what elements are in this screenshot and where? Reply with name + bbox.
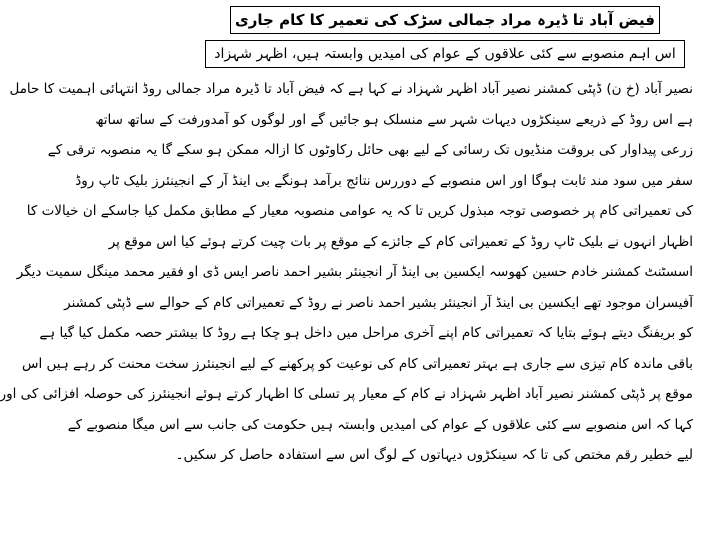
body-line: اظہار انہوں نے بلیک ٹاپ روڈ کے تعمیراتی کام کے جائزے کے موقع پر بات چیت کرتے ہوئے کیا اس موقع پر <box>108 233 693 250</box>
body-line: موقع پر ڈپٹی کمشنر نصیر آباد اظہر شہزاد نے کام کے معیار پر تسلی کا اظہار کرتے ہوئے انجینئرز کی حوصلہ افزائی کی اور <box>0 386 693 402</box>
body-line: آفیسران موجود تھے ایکسین بی اینڈ آر انجینئر بشیر احمد ناصر نے روڈ کے تعمیراتی کام کے حوالے سے ڈپٹی کمشنر <box>64 294 693 311</box>
body-line: کو بریفنگ دیتے ہوئے بتایا کہ تعمیراتی کام اپنے آخری مراحل میں داخل ہو چکا ہے روڈ کا بیشتر حصہ مکمل کیا گیا ہے <box>39 325 693 341</box>
headline: فیض آباد تا ڈیرہ مراد جمالی سڑک کی تعمیر کا کام جاری <box>230 6 660 34</box>
body-line-last: لیے خطیر رقم مختص کی تا کہ سینکڑوں دیہاتوں کے لوگ اس سے استفادہ حاصل کر سکیں۔ <box>175 447 693 463</box>
body-line: کہا کہ اس منصوبے سے کئی علاقوں کے عوام کی امیدیں وابستہ ہیں حکومت کی جانب سے اس میگا منصوبے کے <box>67 416 693 433</box>
body-line: کی تعمیراتی کام پر خصوصی توجہ مبذول کریں تا کہ یہ عوامی منصوبہ معیار کے مطابق مکمل کیا جاسکے ان خیالات کا <box>26 203 693 219</box>
body-line: ہے اس روڈ کے ذریعے سینکڑوں دیہات شہر سے منسلک ہو جائیں گے اور لوگوں کو آمدورفت کے ساتھ ساتھ <box>95 111 693 128</box>
body-line: سفر میں سود مند ثابت ہوگا اور اس منصوبے کے دوررس نتائج برآمد ہونگے بی اینڈ آر کے انجینئرز بلیک ٹاپ روڈ <box>75 172 693 189</box>
body-line: باقی ماندہ کام تیزی سے جاری ہے بہتر تعمیراتی کام کی نوعیت کو پرکھنے کے لیے انجینئرز سخت محنت کر رہے ہیں اس <box>21 355 693 372</box>
body-line: زرعی پیداوار کی بروقت منڈیوں تک رسائی کے لیے بھی حائل رکاوٹوں کا ازالہ ممکن ہو سکے گا یہ منصوبہ ترقی کے <box>47 142 693 158</box>
subheadline: اس اہم منصوبے سے کئی علاقوں کے عوام کی امیدیں وابستہ ہیں، اظہر شہزاد <box>205 40 685 68</box>
body-line: اسسٹنٹ کمشنر خادم حسین کھوسہ ایکسین بی اینڈ آر انجینئر بشیر احمد ناصر ایس ڈی او فقیر محمد مینگل سمیت دیگر <box>16 264 693 280</box>
body-line: نصیر آباد (خ ن) ڈپٹی کمشنر نصیر آباد اظہر شہزاد نے کہا ہے کہ فیض آباد تا ڈیرہ مراد جمالی روڈ انتہائی اہمیت کا حامل <box>9 81 693 97</box>
article-body <box>0 74 693 471</box>
